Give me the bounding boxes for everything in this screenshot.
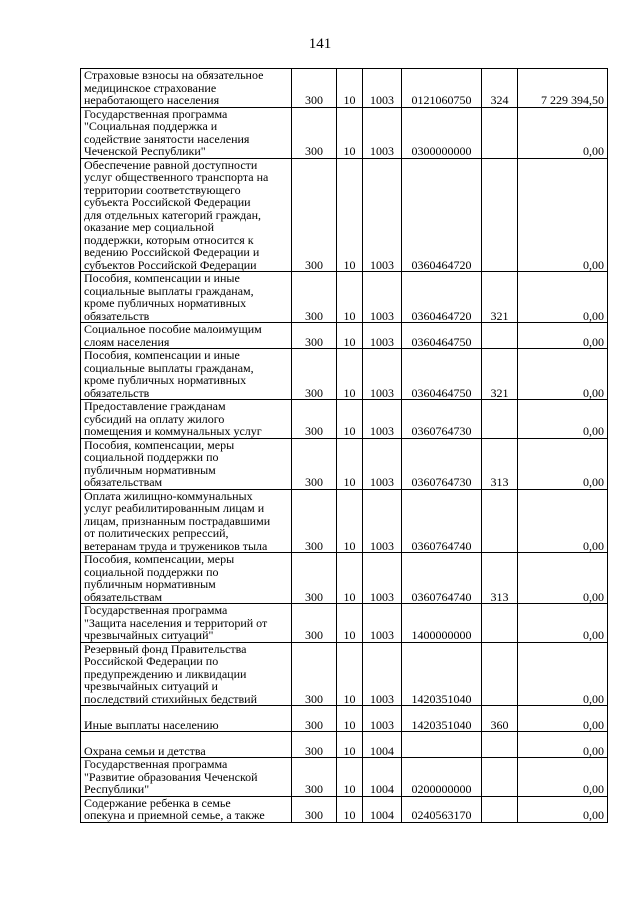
amount-cell-text: 0,00: [583, 691, 604, 706]
row-name-cell-text: Резервный фонд Правительства Российской Федерации по предупреждению и ликвидации чрезвычайных ситуаций и последствий стихийных бедствий: [84, 641, 258, 706]
amount-cell-text: 0,00: [583, 538, 604, 553]
target-article-cell-text: 0360464750: [411, 334, 472, 349]
expense-type-cell: [482, 158, 518, 272]
row-name-cell: [81, 758, 292, 797]
amount-cell-text: 0,00: [583, 385, 604, 400]
expense-type-cell: [482, 758, 518, 797]
code-b-cell: [337, 69, 363, 108]
code-a-cell: [292, 796, 337, 822]
code-c-cell-text: 1003: [370, 334, 394, 349]
code-c-cell: [363, 272, 402, 323]
expense-type-cell-text: 313: [490, 475, 509, 489]
table-row: [81, 553, 608, 604]
amount-cell-text: 0,00: [583, 424, 604, 438]
amount-cell-text: 0,00: [583, 334, 604, 349]
code-a-cell-text: 300: [305, 782, 323, 796]
table-row: [81, 732, 608, 758]
code-a-cell: [292, 732, 337, 758]
code-c-cell: [363, 107, 402, 158]
code-b-cell-text: 10: [343, 808, 356, 822]
code-c-cell-text: 1003: [370, 691, 394, 706]
code-c-cell: [363, 438, 402, 489]
amount-cell-text: 0,00: [583, 717, 604, 732]
code-a-cell: [292, 69, 337, 108]
code-a-cell-text: 300: [305, 257, 323, 272]
expense-type-cell: [482, 604, 518, 643]
code-c-cell-text: 1003: [370, 475, 394, 489]
target-article-cell-text: 0360464720: [411, 257, 472, 272]
code-c-cell-text: 1003: [370, 628, 394, 642]
code-a-cell-text: 300: [305, 743, 323, 758]
code-a-cell-text: 300: [305, 691, 323, 706]
row-name-cell: [81, 107, 292, 158]
code-a-cell: [292, 438, 337, 489]
amount-cell: [518, 796, 608, 822]
row-name-cell-text: Страховые взносы на обязательное медицинское страхование неработающего населения: [84, 68, 264, 107]
expense-type-cell: [482, 642, 518, 706]
code-c-cell: [363, 489, 402, 553]
code-b-cell-text: 10: [343, 424, 356, 438]
target-article-cell-text: 1400000000: [411, 628, 472, 642]
row-name-cell: [81, 553, 292, 604]
expense-type-cell: [482, 400, 518, 439]
code-b-cell-text: 10: [343, 743, 356, 758]
amount-cell: [518, 272, 608, 323]
amount-cell-text: 7 229 394,50: [541, 93, 604, 107]
amount-cell: [518, 69, 608, 108]
code-b-cell: [337, 706, 363, 732]
code-b-cell: [337, 107, 363, 158]
code-b-cell-text: 10: [343, 628, 356, 642]
code-a-cell: [292, 489, 337, 553]
target-article-cell-text: 1420351040: [411, 717, 472, 732]
code-c-cell: [363, 400, 402, 439]
row-name-cell: [81, 349, 292, 400]
row-name-cell: [81, 489, 292, 553]
target-article-cell-text: 0360464720: [411, 308, 472, 323]
amount-cell: [518, 349, 608, 400]
code-c-cell: [363, 604, 402, 643]
amount-cell-text: 0,00: [583, 308, 604, 323]
code-b-cell-text: 10: [343, 308, 356, 323]
expense-type-cell: [482, 732, 518, 758]
target-article-cell: [402, 642, 482, 706]
code-a-cell-text: 300: [305, 144, 323, 158]
target-article-cell: [402, 796, 482, 822]
row-name-cell: [81, 69, 292, 108]
code-a-cell: [292, 323, 337, 349]
amount-cell: [518, 323, 608, 349]
code-a-cell-text: 300: [305, 628, 323, 642]
target-article-cell: [402, 604, 482, 643]
row-name-cell-text: Государственная программа "Защита населения и территорий от чрезвычайных ситуаций": [84, 603, 268, 642]
code-b-cell-text: 10: [343, 144, 356, 158]
expense-type-cell: [482, 349, 518, 400]
code-c-cell-text: 1003: [370, 717, 394, 732]
code-a-cell-text: 300: [305, 424, 323, 438]
amount-cell: [518, 732, 608, 758]
code-a-cell-text: 300: [305, 334, 323, 349]
amount-cell: [518, 489, 608, 553]
table-row: [81, 642, 608, 706]
code-b-cell: [337, 489, 363, 553]
row-name-cell-text: Предоставление гражданам субсидий на оплату жилого помещения и коммунальных услуг: [84, 399, 262, 438]
code-b-cell-text: 10: [343, 717, 356, 732]
row-name-cell-text: Пособия, компенсации, меры социальной поддержки по публичным нормативным обязательствам: [84, 437, 235, 489]
amount-cell: [518, 158, 608, 272]
code-a-cell: [292, 758, 337, 797]
page-number: 141: [308, 36, 332, 52]
target-article-cell: [402, 107, 482, 158]
row-name-cell: [81, 642, 292, 706]
target-article-cell-text: 0200000000: [411, 782, 472, 796]
amount-cell-text: 0,00: [583, 628, 604, 642]
table-row: [81, 604, 608, 643]
row-name-cell-text: Охрана семьи и детства: [84, 743, 206, 758]
code-b-cell-text: 10: [343, 691, 356, 706]
code-c-cell-text: 1003: [370, 144, 394, 158]
amount-cell: [518, 604, 608, 643]
code-c-cell-text: 1003: [370, 257, 394, 272]
code-a-cell: [292, 553, 337, 604]
expense-type-cell-text: 321: [490, 308, 509, 323]
target-article-cell: [402, 158, 482, 272]
code-b-cell: [337, 796, 363, 822]
expense-type-cell: [482, 272, 518, 323]
code-b-cell: [337, 604, 363, 643]
target-article-cell: [402, 706, 482, 732]
code-c-cell: [363, 796, 402, 822]
code-c-cell: [363, 642, 402, 706]
code-c-cell: [363, 732, 402, 758]
target-article-cell: [402, 400, 482, 439]
target-article-cell-text: 0360464750: [411, 385, 472, 400]
code-c-cell-text: 1003: [370, 538, 394, 553]
target-article-cell: [402, 489, 482, 553]
code-c-cell-text: 1003: [370, 385, 394, 400]
table-row: [81, 400, 608, 439]
row-name-cell-text: Пособия, компенсации и иные социальные выплаты гражданам, кроме публичных нормативных обязательств: [84, 271, 254, 323]
expense-type-cell: [482, 323, 518, 349]
target-article-cell: [402, 553, 482, 604]
target-article-cell-text: 0360764730: [411, 475, 472, 489]
expense-type-cell: [482, 706, 518, 732]
row-name-cell: [81, 400, 292, 439]
expense-type-cell: [482, 553, 518, 604]
code-a-cell: [292, 400, 337, 439]
expense-type-cell: [482, 489, 518, 553]
code-b-cell: [337, 323, 363, 349]
target-article-cell-text: 1420351040: [411, 691, 472, 706]
amount-cell-text: 0,00: [583, 782, 604, 796]
target-article-cell-text: 0360764740: [411, 589, 472, 604]
target-article-cell-text: 0300000000: [411, 144, 472, 158]
target-article-cell-text: 0360764740: [411, 538, 472, 553]
row-name-cell: [81, 604, 292, 643]
code-b-cell-text: 10: [343, 334, 356, 349]
target-article-cell: [402, 272, 482, 323]
table-row: [81, 489, 608, 553]
code-a-cell-text: 300: [305, 475, 323, 489]
code-a-cell-text: 300: [305, 308, 323, 323]
expense-type-cell-text: 360: [490, 717, 509, 732]
amount-cell: [518, 400, 608, 439]
amount-cell: [518, 642, 608, 706]
code-a-cell-text: 300: [305, 93, 323, 107]
code-c-cell: [363, 553, 402, 604]
code-b-cell-text: 10: [343, 385, 356, 400]
amount-cell: [518, 758, 608, 797]
table-row: [81, 158, 608, 272]
code-a-cell-text: 300: [305, 808, 323, 822]
code-c-cell: [363, 706, 402, 732]
table-row: [81, 107, 608, 158]
code-a-cell: [292, 349, 337, 400]
code-c-cell-text: 1004: [370, 808, 394, 822]
code-c-cell: [363, 349, 402, 400]
row-name-cell-text: Пособия, компенсации и иные социальные выплаты гражданам, кроме публичных нормативных обязательств: [84, 348, 254, 400]
target-article-cell: [402, 758, 482, 797]
code-b-cell: [337, 553, 363, 604]
code-c-cell-text: 1003: [370, 308, 394, 323]
code-b-cell-text: 10: [343, 257, 356, 272]
code-a-cell: [292, 604, 337, 643]
budget-table: [80, 68, 608, 823]
table-row: [81, 272, 608, 323]
code-c-cell-text: 1003: [370, 93, 394, 107]
code-b-cell: [337, 758, 363, 797]
code-b-cell-text: 10: [343, 538, 356, 553]
row-name-cell-text: Обеспечение равной доступности услуг общественного транспорта на территории соответствующего субъекта Российской Федерации для отдельных категорий граждан, оказание мер социальной поддержки, которым относится к ведению Российской Федерации и субъектов Российской Федерации: [84, 157, 269, 272]
code-a-cell-text: 300: [305, 538, 323, 553]
target-article-cell-text: 0240563170: [411, 808, 472, 822]
target-article-cell: [402, 438, 482, 489]
row-name-cell-text: Иные выплаты населению: [84, 717, 219, 732]
row-name-cell: [81, 158, 292, 272]
code-c-cell: [363, 758, 402, 797]
amount-cell-text: 0,00: [583, 257, 604, 272]
row-name-cell: [81, 323, 292, 349]
code-c-cell-text: 1003: [370, 424, 394, 438]
target-article-cell: [402, 323, 482, 349]
code-a-cell: [292, 272, 337, 323]
code-a-cell-text: 300: [305, 385, 323, 400]
target-article-cell-text: 0360764730: [411, 424, 472, 438]
target-article-cell-text: 0121060750: [411, 93, 472, 107]
expense-type-cell: [482, 69, 518, 108]
code-a-cell: [292, 107, 337, 158]
code-a-cell: [292, 706, 337, 732]
amount-cell-text: 0,00: [583, 743, 604, 758]
row-name-cell: [81, 706, 292, 732]
code-c-cell: [363, 69, 402, 108]
table-row: [81, 323, 608, 349]
row-name-cell-text: Государственная программа "Развитие образования Чеченской Республики": [84, 757, 258, 796]
row-name-cell: [81, 732, 292, 758]
code-c-cell-text: 1003: [370, 589, 394, 604]
expense-type-cell: [482, 796, 518, 822]
table-row: [81, 69, 608, 108]
table-row: [81, 758, 608, 797]
code-b-cell-text: 10: [343, 589, 356, 604]
code-c-cell-text: 1004: [370, 782, 394, 796]
code-a-cell-text: 300: [305, 717, 323, 732]
code-c-cell: [363, 323, 402, 349]
code-b-cell: [337, 642, 363, 706]
amount-cell-text: 0,00: [583, 144, 604, 158]
code-b-cell: [337, 400, 363, 439]
row-name-cell-text: Оплата жилищно-коммунальных услуг реабилитированным лицам и лицам, признанным пострадавшими от политических репрессий, ветеранам труда и тружеников тыла: [84, 488, 271, 553]
target-article-cell: [402, 732, 482, 758]
expense-type-cell-text: 324: [490, 93, 509, 107]
expense-type-cell: [482, 438, 518, 489]
target-article-cell: [402, 349, 482, 400]
amount-cell-text: 0,00: [583, 589, 604, 604]
table-row: [81, 349, 608, 400]
code-a-cell-text: 300: [305, 589, 323, 604]
row-name-cell-text: Содержание ребенка в семье опекуна и приемной семье, а также: [84, 795, 265, 822]
code-b-cell-text: 10: [343, 93, 356, 107]
code-a-cell: [292, 158, 337, 272]
code-b-cell: [337, 349, 363, 400]
target-article-cell: [402, 69, 482, 108]
row-name-cell-text: Пособия, компенсации, меры социальной поддержки по публичным нормативным обязательствам: [84, 552, 235, 604]
row-name-cell: [81, 272, 292, 323]
code-c-cell-text: 1004: [370, 743, 394, 758]
amount-cell: [518, 553, 608, 604]
code-c-cell: [363, 158, 402, 272]
code-b-cell-text: 10: [343, 475, 356, 489]
row-name-cell: [81, 796, 292, 822]
row-name-cell-text: Социальное пособие малоимущим слоям населения: [84, 322, 262, 349]
code-b-cell: [337, 158, 363, 272]
amount-cell: [518, 706, 608, 732]
code-b-cell: [337, 272, 363, 323]
code-a-cell: [292, 642, 337, 706]
table-row: [81, 706, 608, 732]
expense-type-cell-text: 313: [490, 589, 509, 604]
expense-type-cell-text: 321: [490, 385, 509, 400]
table-row: [81, 438, 608, 489]
table-row: [81, 796, 608, 822]
row-name-cell: [81, 438, 292, 489]
amount-cell: [518, 107, 608, 158]
amount-cell-text: 0,00: [583, 475, 604, 489]
amount-cell-text: 0,00: [583, 808, 604, 822]
row-name-cell-text: Государственная программа "Социальная поддержка и содействие занятости населения Чеченской Республики": [84, 106, 250, 158]
code-b-cell-text: 10: [343, 782, 356, 796]
amount-cell: [518, 438, 608, 489]
code-b-cell: [337, 438, 363, 489]
code-b-cell: [337, 732, 363, 758]
expense-type-cell: [482, 107, 518, 158]
